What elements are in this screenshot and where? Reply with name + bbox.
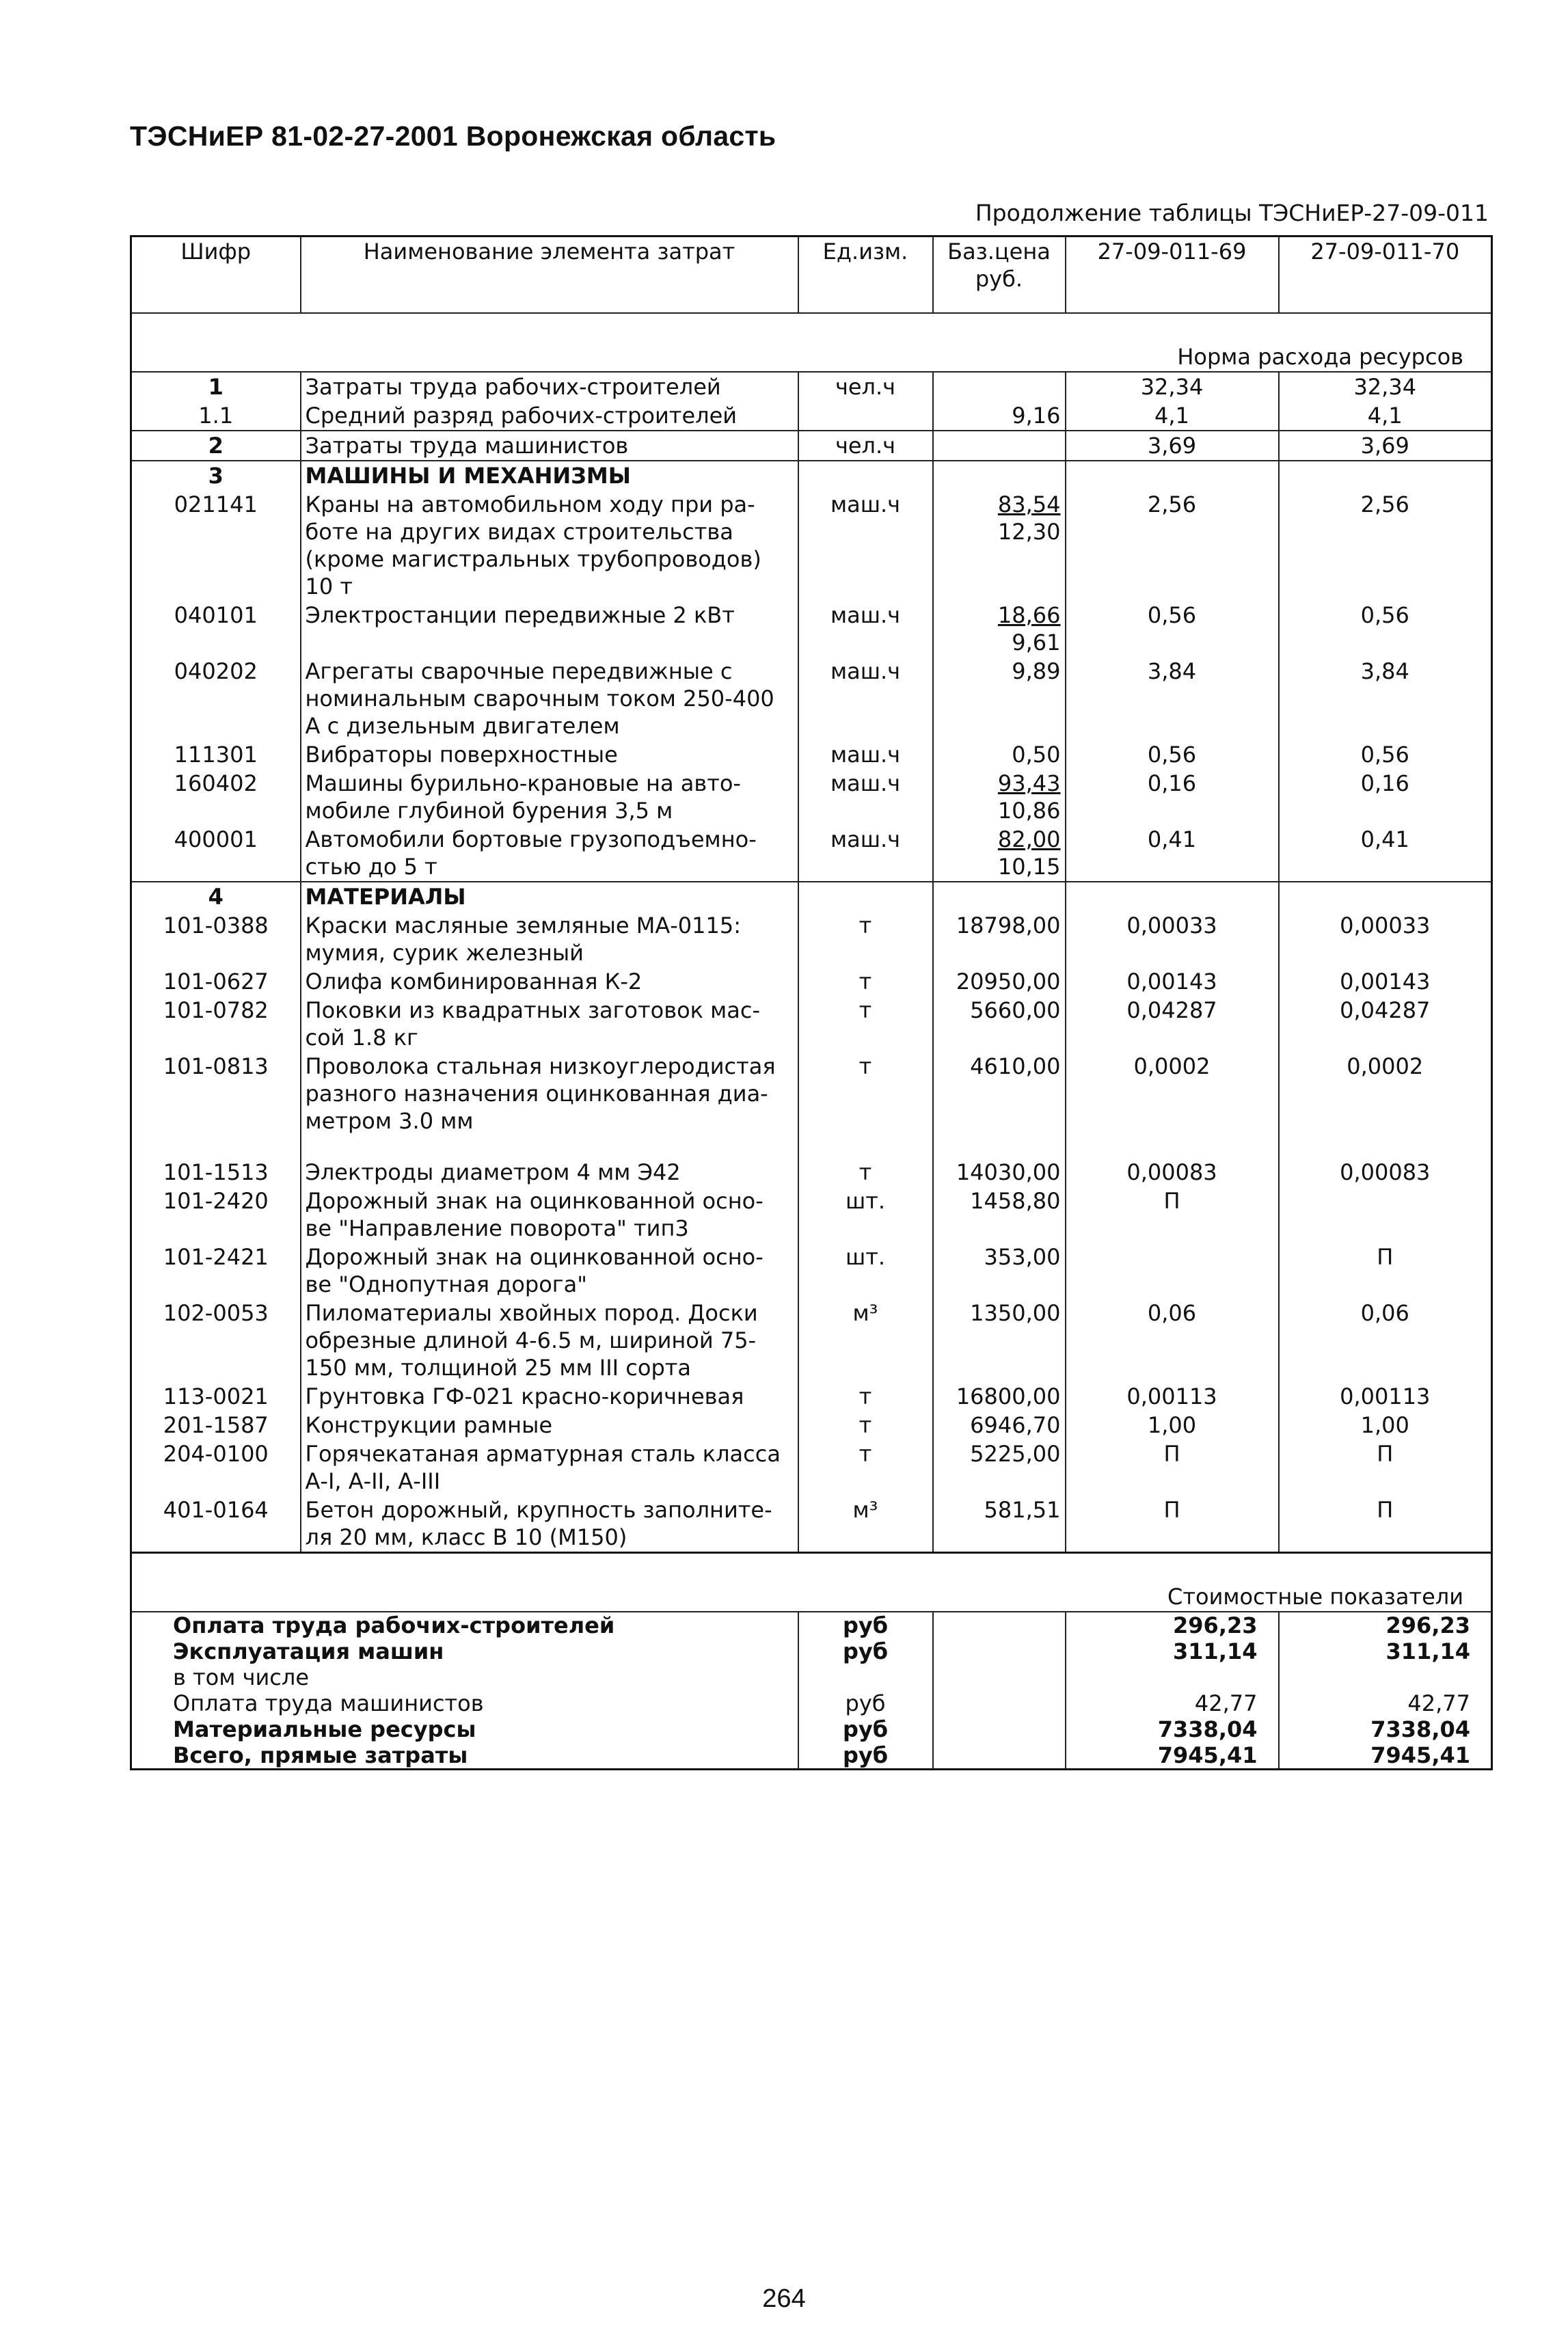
item-code: 101-2421 [163, 1244, 269, 1270]
cost-value-b: 42,77 [1279, 1690, 1492, 1716]
item-name: Затраты труда рабочих-строителей [301, 372, 798, 401]
item-price-machinist: 9,61 [1012, 630, 1061, 655]
empty-cell [798, 461, 933, 490]
machine-row [131, 740, 1492, 769]
item-code: 101-1513 [163, 1159, 269, 1185]
item-norm-a: 0,56 [1066, 601, 1279, 657]
item-unit: маш.ч [798, 825, 933, 882]
item-name-line: Горячекатаная арматурная сталь класса [305, 1441, 781, 1467]
item-unit: т [798, 1439, 933, 1496]
empty-cell [1279, 461, 1492, 490]
item-name [301, 490, 798, 601]
item-price-value: 9,89 [1012, 658, 1061, 684]
item-norm-a: 0,00143 [1066, 967, 1279, 996]
cost-name: Оплата труда машинистов [173, 1690, 484, 1716]
item-unit: т [798, 1411, 933, 1439]
item-unit [798, 401, 933, 431]
item-price-machinist: 10,86 [997, 798, 1061, 824]
item-name-line: Краны на автомобильном ходу при ра- [305, 491, 755, 517]
table-header-row [131, 236, 1492, 314]
item-price-value: 93,43 [997, 770, 1061, 796]
material-row [131, 1496, 1492, 1553]
item-name [301, 825, 798, 882]
item-name-line: Электростанции передвижные 2 кВт [305, 602, 735, 628]
item-price: 5660,00 [933, 996, 1066, 1052]
item-price-value: 18,66 [997, 602, 1061, 628]
item-price: 9,16 [933, 401, 1066, 431]
material-row [131, 1158, 1492, 1187]
item-name-line: 10 т [305, 573, 353, 599]
item-price-value: 0,50 [1012, 742, 1061, 768]
item-norm-a: 0,00033 [1066, 911, 1279, 967]
spacer-row [131, 1553, 1492, 1583]
material-row [131, 1439, 1492, 1496]
item-price [933, 657, 1066, 740]
item-name [301, 1243, 798, 1299]
cost-row [131, 1690, 1492, 1716]
item-norm-b: 2,56 [1279, 490, 1492, 601]
item-name [301, 911, 798, 967]
cost-name: Эксплуатация машин [173, 1638, 444, 1664]
item-name-line: Агрегаты сварочные передвижные с [305, 658, 733, 684]
section-code: 3 [131, 461, 301, 490]
item-norm-a: 2,56 [1066, 490, 1279, 601]
item-norm-a: П [1066, 1187, 1279, 1243]
item-norm-b: 4,1 [1279, 401, 1492, 431]
item-price [933, 601, 1066, 657]
empty-cell [1279, 882, 1492, 911]
item-norm-a: 0,06 [1066, 1299, 1279, 1382]
document-title: ТЭСНиЕР 81-02-27-2001 Воронежская область [130, 120, 776, 152]
item-price: 6946,70 [933, 1411, 1066, 1439]
item-code: 101-0813 [163, 1053, 269, 1079]
header-price-line2: руб. [975, 266, 1023, 292]
item-norm-a: 0,16 [1066, 769, 1279, 825]
item-unit: т [798, 967, 933, 996]
item-norm-b: 0,56 [1279, 740, 1492, 769]
item-unit: т [798, 1382, 933, 1411]
empty-cell [798, 882, 933, 911]
norm-label-row [131, 342, 1492, 372]
item-name-line: Электроды диаметром 4 мм Э42 [305, 1159, 681, 1185]
item-unit: т [798, 1052, 933, 1158]
item-norm-b: 0,06 [1279, 1299, 1492, 1382]
item-price-machinist: 10,15 [997, 854, 1061, 880]
item-unit: шт. [798, 1243, 933, 1299]
empty-cell [933, 882, 1066, 911]
item-code: 101-2420 [163, 1188, 269, 1214]
machine-row [131, 657, 1492, 740]
empty-cell [1066, 882, 1279, 911]
cost-value-a: 42,77 [1066, 1690, 1279, 1716]
cost-unit: руб [798, 1716, 933, 1742]
item-name [301, 1299, 798, 1382]
spacer-row [131, 313, 1492, 342]
item-price-machinist: 12,30 [997, 519, 1061, 545]
item-name-line: А с дизельным двигателем [305, 713, 620, 739]
cost-value-b: 311,14 [1279, 1638, 1492, 1664]
item-name: Затраты труда машинистов [301, 431, 798, 461]
cost-value-b: 7338,04 [1279, 1716, 1492, 1742]
item-code: 1 [131, 372, 301, 401]
header-col-a: 27-09-011-69 [1066, 236, 1279, 314]
item-norm-b: П [1279, 1496, 1492, 1553]
item-name-line: Проволока стальная низкоуглеродистая [305, 1053, 776, 1079]
cost-value-a [1066, 1664, 1279, 1690]
item-name-line: метром 3.0 мм [305, 1108, 474, 1134]
empty-cell [933, 1716, 1066, 1742]
cost-unit: руб [798, 1690, 933, 1716]
item-name-line: сой 1.8 кг [305, 1025, 418, 1051]
header-unit: Ед.изм. [798, 236, 933, 314]
item-price [933, 740, 1066, 769]
empty-cell [933, 1664, 1066, 1690]
material-row [131, 996, 1492, 1052]
item-name [301, 740, 798, 769]
empty-cell [933, 1612, 1066, 1638]
item-name-line: Вибраторы поверхностные [305, 742, 618, 768]
item-name-line: Дорожный знак на оцинкованной осно- [305, 1188, 763, 1214]
header-code: Шифр [131, 236, 301, 314]
cost-row [131, 1638, 1492, 1664]
item-norm-b: 0,00033 [1279, 911, 1492, 967]
item-name-line: разного назначения оцинкованная диа- [305, 1081, 768, 1107]
item-norm-a: 3,84 [1066, 657, 1279, 740]
item-price: 353,00 [933, 1243, 1066, 1299]
section-title: МАТЕРИАЛЫ [301, 882, 798, 911]
item-code: 204-0100 [163, 1441, 269, 1467]
empty-cell [933, 1638, 1066, 1664]
cost-value-b: 296,23 [1279, 1612, 1492, 1638]
item-name-line: Поковки из квадратных заготовок мас- [305, 997, 761, 1023]
item-name-line: ля 20 мм, класс В 10 (М150) [305, 1524, 627, 1550]
material-row [131, 967, 1492, 996]
cost-label: Стоимостные показатели [1167, 1584, 1463, 1610]
item-code: 2 [131, 431, 301, 461]
cost-row [131, 1664, 1492, 1690]
item-norm-a: 0,04287 [1066, 996, 1279, 1052]
item-code: 201-1587 [163, 1412, 269, 1438]
item-price-value: 82,00 [997, 826, 1061, 852]
item-code: 101-0627 [163, 969, 269, 995]
item-price: 20950,00 [933, 967, 1066, 996]
empty-cell [1066, 461, 1279, 490]
item-norm-b: 0,41 [1279, 825, 1492, 882]
item-name [301, 601, 798, 657]
material-row [131, 1052, 1492, 1158]
item-name [301, 1439, 798, 1496]
item-unit: шт. [798, 1187, 933, 1243]
item-norm-b: 0,04287 [1279, 996, 1492, 1052]
norm-label: Норма расхода ресурсов [1177, 344, 1463, 370]
item-unit: м³ [798, 1299, 933, 1382]
material-row [131, 1411, 1492, 1439]
item-name [301, 1496, 798, 1553]
item-name-line: А-I, А-II, А-III [305, 1468, 441, 1494]
item-norm-a: П [1066, 1496, 1279, 1553]
cost-unit: руб [798, 1638, 933, 1664]
labor-row [131, 372, 1492, 401]
empty-cell [933, 1742, 1066, 1770]
item-price: 4610,00 [933, 1052, 1066, 1158]
item-name [301, 1411, 798, 1439]
item-norm-b: 0,00083 [1279, 1158, 1492, 1187]
item-norm-b: 0,0002 [1279, 1052, 1492, 1158]
item-name-line: мобиле глубиной бурения 3,5 м [305, 798, 673, 824]
item-name [301, 1187, 798, 1243]
cost-unit: руб [798, 1612, 933, 1638]
header-name: Наименование элемента затрат [301, 236, 798, 314]
item-unit: чел.ч [798, 372, 933, 401]
item-norm-b: П [1279, 1243, 1492, 1299]
cost-name: Оплата труда рабочих-строителей [131, 1612, 798, 1638]
item-unit: маш.ч [798, 657, 933, 740]
item-code: 401-0164 [163, 1497, 269, 1523]
item-name [301, 769, 798, 825]
section-title: МАШИНЫ И МЕХАНИЗМЫ [301, 461, 798, 490]
resource-norms-table [130, 235, 1493, 1770]
item-unit: чел.ч [798, 431, 933, 461]
item-norm-b [1279, 1187, 1492, 1243]
machine-row [131, 601, 1492, 657]
item-name-line: Пиломатериалы хвойных пород. Доски [305, 1300, 758, 1326]
item-norm-a: 3,69 [1066, 431, 1279, 461]
cost-unit: руб [798, 1742, 933, 1770]
item-unit: маш.ч [798, 769, 933, 825]
machines-section-row [131, 461, 1492, 490]
item-norm-b: 32,34 [1279, 372, 1492, 401]
item-name-line: обрезные длиной 4-6.5 м, шириной 75- [305, 1327, 757, 1353]
item-unit: т [798, 1158, 933, 1187]
cost-value-b: 7945,41 [1279, 1742, 1492, 1770]
item-code: 101-0388 [163, 913, 269, 938]
machinists-row [131, 431, 1492, 461]
empty-cell [933, 461, 1066, 490]
item-name-line: (кроме магистральных трубопроводов) [305, 546, 761, 572]
item-code: 111301 [174, 742, 258, 768]
item-name-line: боте на других видах строительства [305, 519, 733, 545]
item-norm-a: 0,00113 [1066, 1382, 1279, 1411]
item-norm-b: 0,00113 [1279, 1382, 1492, 1411]
item-code: 021141 [174, 491, 258, 517]
item-norm-a: 1,00 [1066, 1411, 1279, 1439]
item-norm-b: 0,16 [1279, 769, 1492, 825]
item-code: 102-0053 [163, 1300, 269, 1326]
item-norm-a: 32,34 [1066, 372, 1279, 401]
item-price: 1350,00 [933, 1299, 1066, 1382]
cost-row [131, 1716, 1492, 1742]
item-name: Средний разряд рабочих-строителей [301, 401, 798, 431]
item-name [301, 657, 798, 740]
item-unit: м³ [798, 1496, 933, 1553]
item-unit: т [798, 996, 933, 1052]
item-price: 14030,00 [933, 1158, 1066, 1187]
item-norm-b: 3,84 [1279, 657, 1492, 740]
item-name-line: Автомобили бортовые грузоподъемно- [305, 826, 757, 852]
item-name-line: 150 мм, толщиной 25 мм III сорта [305, 1355, 692, 1381]
cost-value-b [1279, 1664, 1492, 1690]
cost-name: Материальные ресурсы [173, 1716, 476, 1742]
item-price: 18798,00 [933, 911, 1066, 967]
cost-value-a: 296,23 [1066, 1612, 1279, 1638]
item-price [933, 431, 1066, 461]
item-name-line: Машины бурильно-крановые на авто- [305, 770, 741, 796]
table-continuation-label: Продолжение таблицы ТЭСНиЕР-27-09-011 [975, 200, 1489, 226]
item-name [301, 1158, 798, 1187]
header-price [933, 236, 1066, 314]
item-price [933, 769, 1066, 825]
cost-row [131, 1742, 1492, 1770]
item-name [301, 996, 798, 1052]
item-unit: маш.ч [798, 490, 933, 601]
item-name-line: Бетон дорожный, крупность заполните- [305, 1497, 772, 1523]
item-name [301, 1382, 798, 1411]
item-price [933, 825, 1066, 882]
item-code: 040101 [174, 602, 258, 628]
item-norm-b: 0,56 [1279, 601, 1492, 657]
item-norm-a: 0,0002 [1066, 1052, 1279, 1158]
item-name-line: Дорожный знак на оцинкованной осно- [305, 1244, 763, 1270]
cost-name: в том числе [173, 1664, 309, 1690]
item-code: 1.1 [198, 403, 234, 429]
material-row [131, 1382, 1492, 1411]
material-row [131, 1243, 1492, 1299]
item-name-line: номинальным сварочным током 250-400 [305, 686, 774, 712]
cost-label-row [131, 1582, 1492, 1612]
machine-row [131, 769, 1492, 825]
material-row [131, 911, 1492, 967]
cost-row [131, 1612, 1492, 1638]
item-price: 16800,00 [933, 1382, 1066, 1411]
materials-section-row [131, 882, 1492, 911]
cost-name: Всего, прямые затраты [173, 1742, 468, 1768]
cost-unit [798, 1664, 933, 1690]
item-code: 400001 [174, 826, 258, 852]
header-col-b: 27-09-011-70 [1279, 236, 1492, 314]
item-price-value: 83,54 [997, 491, 1061, 517]
header-price-line1: Баз.цена [947, 239, 1051, 265]
item-unit: маш.ч [798, 740, 933, 769]
item-norm-b: П [1279, 1439, 1492, 1496]
item-name-line: стью до 5 т [305, 854, 437, 880]
material-row [131, 1187, 1492, 1243]
item-price: 1458,80 [933, 1187, 1066, 1243]
item-norm-a: 0,00083 [1066, 1158, 1279, 1187]
item-name-line: ве "Однопутная дорога" [305, 1271, 587, 1297]
cost-value-a: 7945,41 [1066, 1742, 1279, 1770]
item-code: 113-0021 [163, 1383, 269, 1409]
empty-cell [933, 1690, 1066, 1716]
cost-value-a: 311,14 [1066, 1638, 1279, 1664]
item-name-line: ве "Направление поворота" тип3 [305, 1215, 689, 1241]
item-name-line: Конструкции рамные [305, 1412, 553, 1438]
item-code: 040202 [174, 658, 258, 684]
item-norm-a: 4,1 [1066, 401, 1279, 431]
item-name-line: мумия, сурик железный [305, 940, 584, 966]
item-norm-a: 0,56 [1066, 740, 1279, 769]
section-code: 4 [131, 882, 301, 911]
item-norm-b: 1,00 [1279, 1411, 1492, 1439]
machine-row [131, 490, 1492, 601]
item-name [301, 1052, 798, 1158]
item-norm-b: 3,69 [1279, 431, 1492, 461]
item-price: 581,51 [933, 1496, 1066, 1553]
item-name [301, 967, 798, 996]
item-unit: т [798, 911, 933, 967]
item-unit: маш.ч [798, 601, 933, 657]
item-code: 101-0782 [163, 997, 269, 1023]
item-name-line: Краски масляные земляные МА-0115: [305, 913, 741, 938]
item-code: 160402 [174, 770, 258, 796]
item-name-line: Грунтовка ГФ-021 красно-коричневая [305, 1383, 744, 1409]
item-norm-a [1066, 1243, 1279, 1299]
item-norm-b: 0,00143 [1279, 967, 1492, 996]
material-row [131, 1299, 1492, 1382]
item-name-line: Олифа комбинированная К-2 [305, 969, 643, 995]
item-norm-a: П [1066, 1439, 1279, 1496]
cost-value-a: 7338,04 [1066, 1716, 1279, 1742]
item-price [933, 372, 1066, 401]
labor-row [131, 401, 1492, 431]
item-price: 5225,00 [933, 1439, 1066, 1496]
machine-row [131, 825, 1492, 882]
page-number: 264 [762, 2284, 806, 2313]
item-norm-a: 0,41 [1066, 825, 1279, 882]
item-price [933, 490, 1066, 601]
